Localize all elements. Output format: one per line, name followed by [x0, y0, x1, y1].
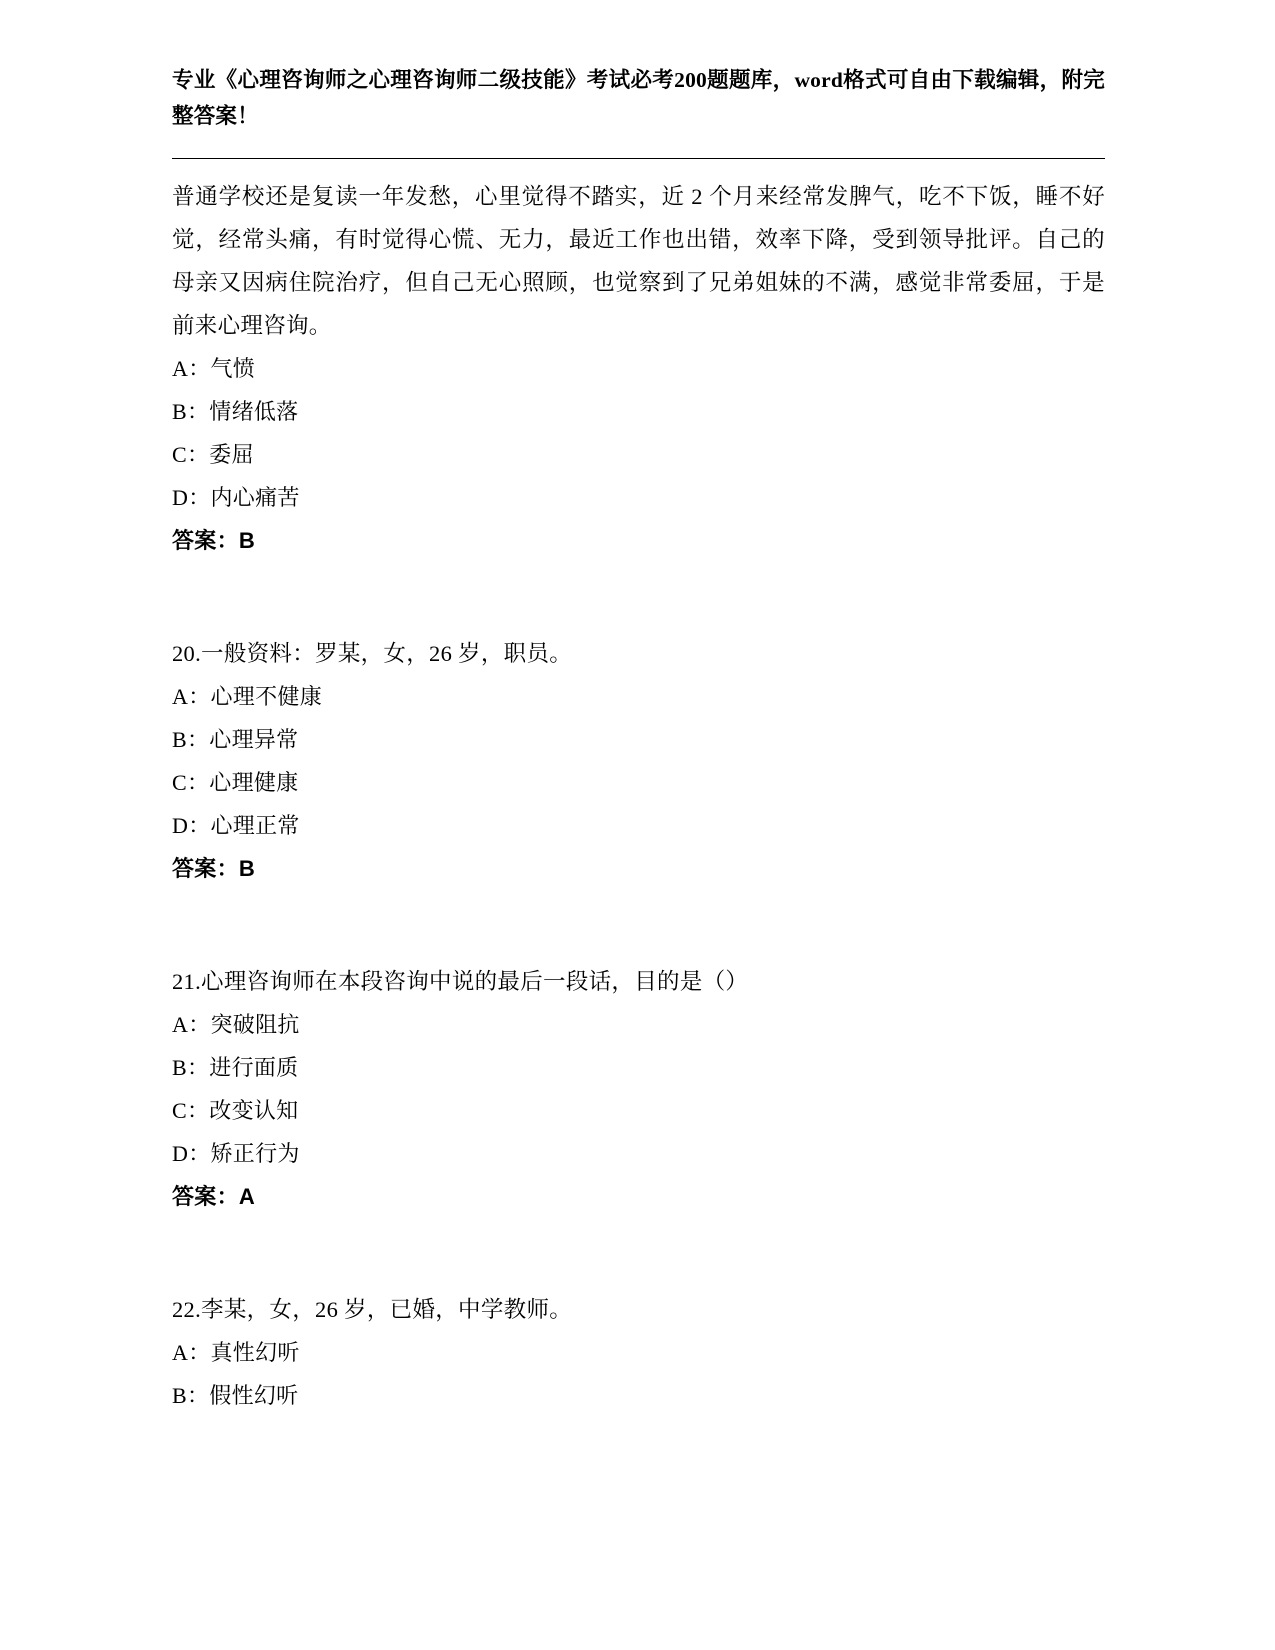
- option-item: D：内心痛苦: [172, 485, 300, 510]
- option-item: C：改变认知: [172, 1098, 299, 1123]
- option-item: B：心理异常: [172, 727, 299, 752]
- header-text-part3: 格式可自由下载编辑，附完整答案！: [172, 68, 1106, 128]
- option-item: B：情绪低落: [172, 399, 299, 424]
- option-item: B：进行面质: [172, 1055, 299, 1080]
- answer-value: B: [238, 528, 256, 553]
- question-stem: 20.一般资料：罗某，女，26 岁，职员。: [172, 641, 573, 666]
- header-format-label: word: [794, 68, 844, 92]
- header-divider: [172, 158, 1105, 159]
- option-item: C：委屈: [172, 442, 254, 467]
- option-item: A：心理不健康: [172, 684, 322, 709]
- question-stem: 22.李某，女，26 岁，已婚，中学教师。: [172, 1297, 573, 1322]
- option-item: D：心理正常: [172, 813, 300, 838]
- continued-paragraph: 普通学校还是复读一年发愁，心里觉得不踏实，近 2 个月来经常发脾气，吃不下饭，睡不好觉，经常头痛，有时觉得心慌、无力，最近工作也出错，效率下降，受到领导批评。自己的母亲又因病住院治疗，但自己无心照顾，也觉察到了兄弟姐妹的不满，感觉非常委屈，于是前来心理咨询。: [172, 184, 1105, 338]
- page-header: [172, 62, 1105, 134]
- answer-label: 答案：: [172, 1184, 239, 1209]
- continued-question-block: [172, 175, 1105, 562]
- option-item: A：突破阻抗: [172, 1012, 300, 1037]
- option-item: A：真性幻听: [172, 1340, 300, 1365]
- option-item: C：心理健康: [172, 770, 299, 795]
- question-block-22: [172, 1288, 1105, 1417]
- answer-label: 答案：: [172, 856, 239, 881]
- answer-line: [172, 847, 1105, 890]
- header-text-part2: 题题库，: [706, 68, 795, 92]
- question-block-20: [172, 632, 1105, 890]
- header-question-count: 200: [674, 68, 707, 92]
- option-item: A：气愤: [172, 356, 256, 381]
- answer-line: [172, 519, 1105, 562]
- option-item: D：矫正行为: [172, 1141, 300, 1166]
- header-text-part1: 专业《心理咨询师之心理咨询师二级技能》考试必考: [172, 68, 675, 92]
- question-block-21: [172, 960, 1105, 1218]
- answer-label: 答案：: [172, 528, 239, 553]
- answer-value: B: [238, 856, 256, 881]
- option-item: B：假性幻听: [172, 1383, 299, 1408]
- question-stem: 21.心理咨询师在本段咨询中说的最后一段话，目的是（）: [172, 969, 749, 994]
- answer-line: [172, 1175, 1105, 1218]
- answer-value: A: [238, 1184, 256, 1209]
